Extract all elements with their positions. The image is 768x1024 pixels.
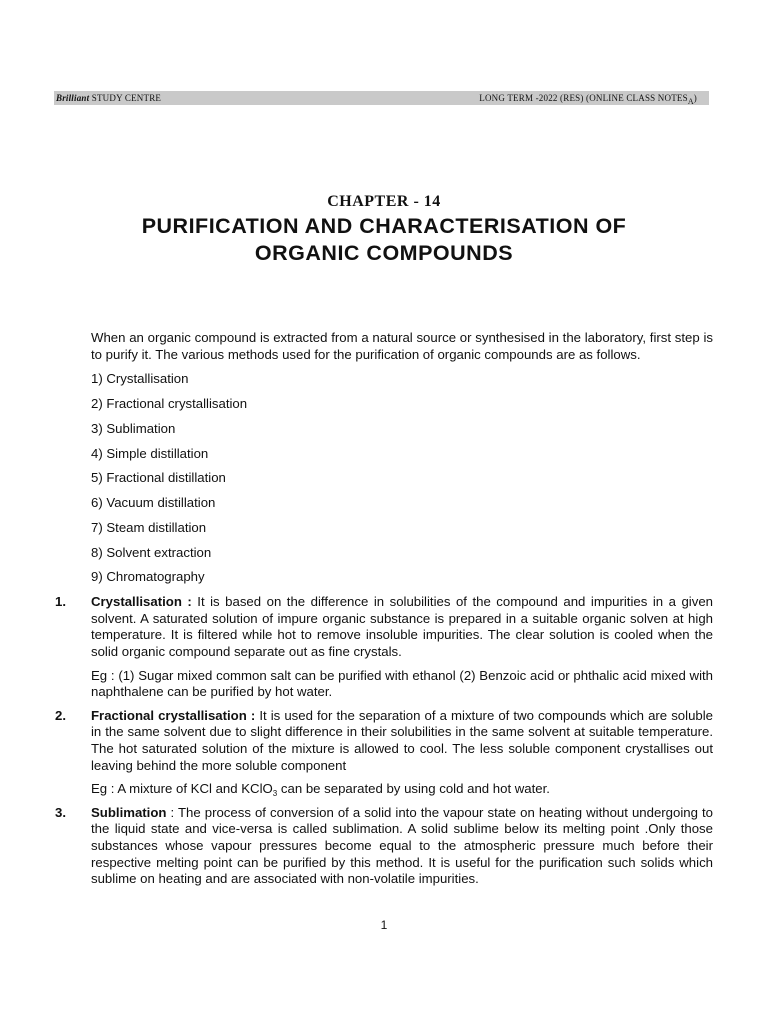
section-paragraph [91, 708, 713, 774]
chapter-title-line1: PURIFICATION AND CHARACTERISATION OF [141, 214, 627, 238]
list-item: 7) Steam distillation [91, 519, 207, 535]
section-text: : The process of conversion of a solid into the vapour state on heating without undergoing to the liquid state and vice-versa is called sublimation. A solid sublime below its melting point .Only those substances whose vapour pressures become equal to the atmospheric pressure much before their respective melting point can be purified by this method. It is useful for the purification such solids which sublime on heating and are associated with non-volatile impurities. [91, 804, 713, 887]
header-brand [56, 91, 161, 105]
list-item: 8) Solvent extraction [91, 544, 212, 560]
brand-name: Brilliant [56, 93, 90, 103]
list-item: 9) Chromatography [91, 569, 205, 585]
example-prefix: Eg : A mixture of KCl and KClO [91, 781, 273, 797]
section-term: Fractional crystallisation : [91, 707, 256, 723]
brand-centre: STUDY CENTRE [91, 93, 162, 103]
chapter-title-line2: ORGANIC COMPOUNDS [254, 241, 514, 265]
section-paragraph [91, 805, 713, 888]
list-item: 5) Fractional distillation [91, 470, 226, 486]
section-number: 1. [55, 594, 66, 610]
section-example [91, 781, 713, 798]
example-suffix: can be separated by using cold and hot water. [277, 781, 550, 797]
running-header [54, 91, 709, 105]
example-subscript: 3 [272, 789, 278, 799]
document-body [55, 330, 713, 895]
list-item: 4) Simple distillation [91, 445, 209, 461]
section-crystallisation [55, 594, 713, 701]
list-item: 1) Crystallisation [91, 371, 189, 387]
section-text: It is based on the difference in solubilities of the compound and impurities in a given solvent. A saturated solution of impure organic substance is prepared in a suitable organic solven at high temperature. It is filtered while hot to remove insoluble impurities. The clear solution is cooled when the solid organic compound separate out as fine crystals. [91, 594, 713, 659]
section-paragraph [91, 594, 713, 660]
section-number: 2. [55, 707, 66, 723]
course-suffix: ) [693, 93, 697, 103]
section-sublimation [55, 804, 713, 888]
course-sub: A [687, 97, 694, 106]
list-item: 2) Fractional crystallisation [91, 395, 248, 411]
section-term: Crystallisation : [91, 594, 192, 610]
page-number: 1 [380, 918, 388, 932]
chapter-title [60, 213, 708, 267]
methods-list [91, 371, 713, 586]
list-item: 6) Vacuum distillation [91, 495, 216, 511]
course-label: LONG TERM -2022 (RES) (ONLINE CLASS NOTES [479, 93, 688, 103]
header-course [479, 91, 697, 105]
section-text: It is used for the separation of a mixture of two compounds which are soluble in the same solvent due to slight difference in their solubilities in the same solvent at suitable temperature. The hot saturated solution of the mixture is allowed to cool. The less soluble component crystallises out leaving behind the more soluble component [91, 707, 713, 773]
section-term: Sublimation [91, 804, 167, 820]
list-item: 3) Sublimation [91, 420, 176, 436]
intro-paragraph: When an organic compound is extracted from a natural source or synthesised in the laboratory, first step is to purify it. The various methods used for the purification of organic compounds are as follows. [91, 330, 713, 362]
chapter-label: CHAPTER - 14 [327, 193, 441, 210]
section-fractional-crystallisation [55, 707, 713, 799]
section-number: 3. [55, 804, 66, 820]
section-example: Eg : (1) Sugar mixed common salt can be purified with ethanol (2) Benzoic acid or phthalic acid mixed with naphthalene can be purified by hot water. [91, 667, 713, 700]
